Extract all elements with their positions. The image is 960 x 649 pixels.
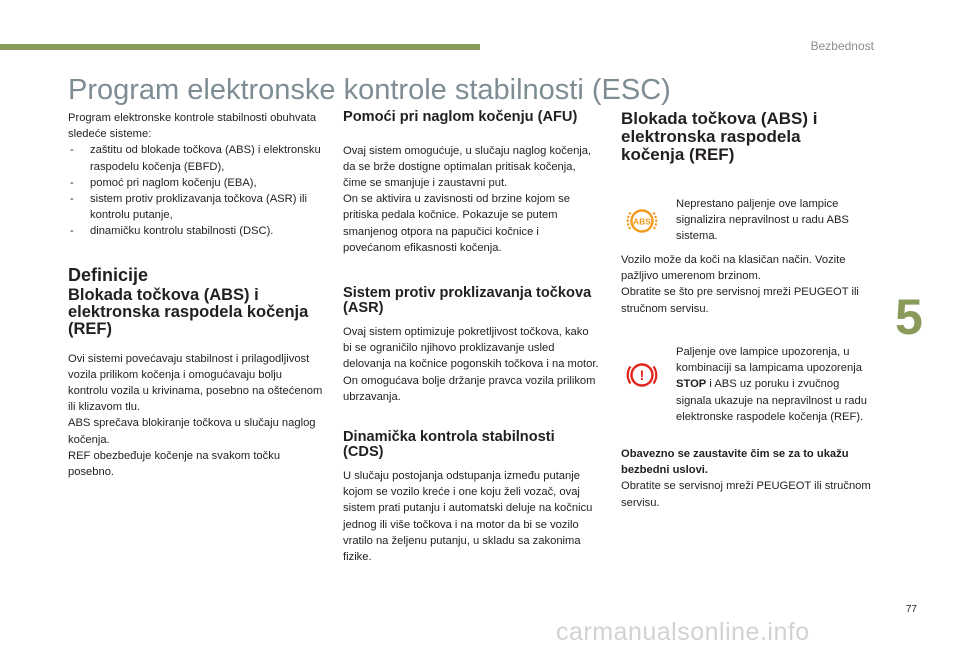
chapter-number: 5: [895, 289, 923, 345]
definitions-heading: Definicije: [68, 264, 149, 285]
column-middle: [343, 110, 599, 565]
intro-list: [68, 142, 324, 239]
afu-body-1: Ovaj sistem omogućuje, u slučaju naglog kočenja, da se brže dostigne optimalan pritisak kočenja, čime se smanjuje i zaustavni put.: [343, 144, 592, 189]
watermark: carmanualsonline.info: [556, 618, 810, 646]
ref-icon-note: Paljenje ove lampice upozorenja, u kombinaciji sa lampicama upozorenja STOP i ABS uz poruku i zvučnog signala ukazuje na nepravilnost u radu elektronske raspodele kočenja (REF).: [676, 346, 867, 423]
cds-heading: Dinamička kontrola stabilnosti (CDS): [343, 428, 555, 461]
page-title: Program elektronske kontrole stabilnosti (ESC): [68, 74, 671, 106]
abs-icon-note: Neprestano paljenje ove lampice signalizira nepravilnost u radu ABS sistema.: [676, 198, 849, 243]
column-left: [68, 110, 324, 480]
abs-ref-subheading: Blokada točkova (ABS) i elektronska raspodela kočenja (REF): [68, 285, 309, 338]
asr-body: Ovaj sistem optimizuje pokretljivost točkova, kako bi se ograničilo njihovo proklizavanje usled delovanja na kočnice pogonskih točkova i na motor. On omogućava bolje držanje pravca vozila prilikom ubrzavanja.: [343, 325, 599, 403]
cds-body: U slučaju postojanja odstupanja između putanje kojom se vozilo kreće i one koju želi vozač, ovaj sistem prati putanju i automatski deluje na kočnicu jednog ili više točkova i na motor da bi se vozilo vratilo na željenu putanju, u skladu sa zakonima fizike.: [343, 469, 593, 563]
svg-text:!: !: [639, 367, 645, 383]
definitions-body-3: REF obezbeđuje kočenje na svakom točku posebno.: [68, 449, 281, 479]
page-number: 77: [905, 604, 917, 615]
list-item: - pomoć pri naglom kočenju (EBA),: [68, 175, 324, 191]
list-item: - dinamičku kontrolu stabilnosti (DSC).: [68, 223, 324, 239]
ref-warning-block: [621, 446, 879, 511]
asr-heading: Sistem protiv proklizavanja točkova (ASR): [343, 284, 592, 317]
afu-body-2: On se aktivira u zavisnosti od brzine kojom se pritiska pedala kočnice. Pokazuje se putem smanjenog otpora na papučici kočnice i povećanom efikasnosti kočenja.: [343, 193, 570, 254]
definitions-body-1: Ovi sistemi povećavaju stabilnost i prilagodljivost vozila prilikom kočenja i omogućavaju bolju kontrolu vozila u krivinama, posebno na oštećenom ili klizavom tlu.: [68, 352, 323, 414]
list-item: - sistem protiv proklizavanja točkova (ASR) ili kontrolu putanje,: [68, 191, 324, 223]
list-item: - zaštitu od blokade točkova (ABS) i elektronsku raspodelu kočenja (EBFD),: [68, 142, 324, 174]
svg-text:ABS: ABS: [633, 216, 651, 227]
ref-warning-body: Obratite se servisnoj mreži PEUGEOT ili stručnom servisu.: [621, 480, 871, 509]
section-label: Bezbednost: [810, 39, 874, 53]
abs-body: [621, 252, 879, 317]
brake-warning-icon: [624, 357, 660, 393]
intro-text: Program elektronske kontrole stabilnosti obuhvata sledeće sisteme:: [68, 112, 317, 141]
abs-ref-heading: Blokada točkova (ABS) i elektronska raspodela kočenja (REF): [621, 109, 818, 164]
abs-body-2: Obratite se što pre servisnoj mreži PEUGEOT ili stručnom servisu.: [621, 286, 859, 315]
afu-heading: Pomoći pri naglom kočenju (AFU): [343, 109, 578, 125]
ref-warning-bold: Obavezno se zaustavite čim se za to ukažu bezbedni uslovi.: [621, 448, 849, 477]
stop-label: STOP: [676, 378, 707, 391]
column-right: [621, 110, 879, 164]
abs-body-1: Vozilo može da koči na klasičan način. Vozite pažljivo umerenom brzinom.: [621, 254, 846, 283]
definitions-body-2: ABS sprečava blokiranje točkova u slučaju naglog kočenja.: [68, 417, 316, 446]
header-accent-bar: [0, 44, 480, 50]
abs-warning-icon: [624, 203, 660, 239]
